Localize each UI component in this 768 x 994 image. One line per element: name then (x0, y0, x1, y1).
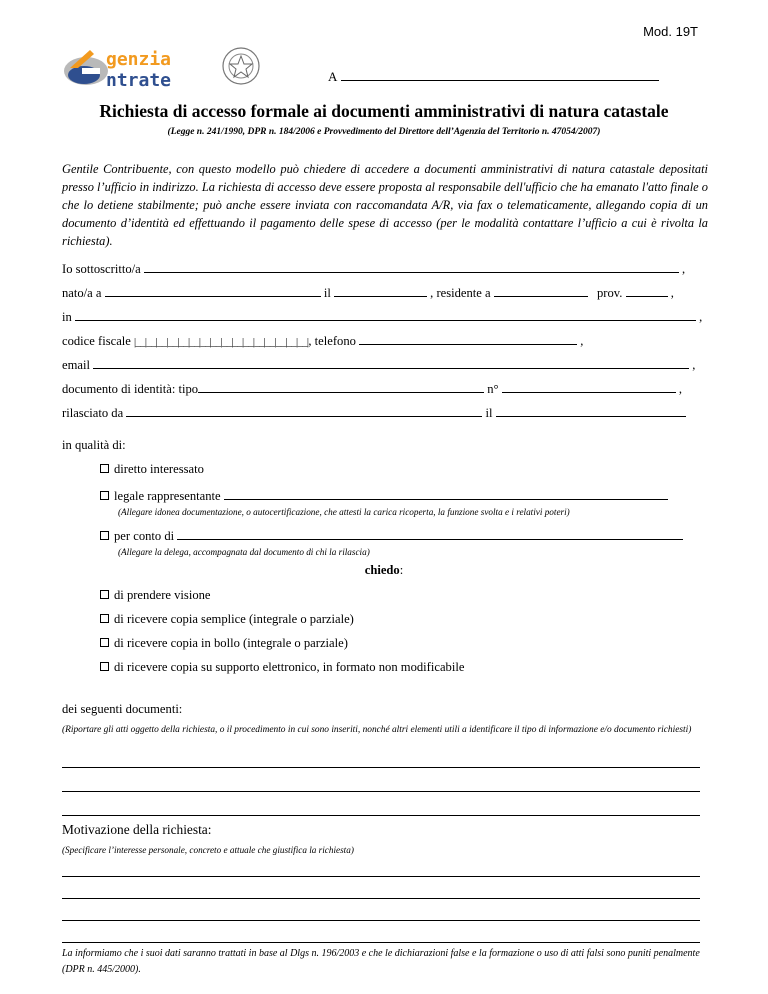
heading-motivazione: Motivazione della richiesta: (62, 822, 212, 837)
label-numero: n° (487, 382, 499, 396)
option-label: di prendere visione (114, 588, 211, 602)
option-prendere-visione[interactable] (100, 588, 211, 603)
option-copia-elettronica[interactable] (100, 660, 464, 675)
row-indirizzo (62, 309, 708, 325)
row-nascita (62, 285, 708, 301)
page-title: Richiesta di accesso formale ai documenti amministrativi di natura catastale (99, 101, 669, 121)
checkbox-icon[interactable] (100, 662, 109, 671)
chiedo-heading (0, 563, 768, 578)
heading-qualita: in qualità di: (62, 438, 126, 452)
note-motivazione: (Specificare l’interesse personale, concreto e attuale che giustifica la richiesta) (62, 845, 354, 855)
option-label: di ricevere copia su supporto elettronico, in formato non modificabile (114, 660, 465, 674)
input-nome[interactable] (144, 261, 679, 273)
input-documenti-line-3[interactable] (62, 815, 700, 816)
label-telefono: , telefono (308, 334, 356, 348)
option-label: legale rappresentante (114, 489, 221, 503)
label-residente: , residente a (430, 286, 491, 300)
input-motivazione-line-1[interactable] (62, 876, 700, 877)
label-sottoscritto: Io sottoscritto/a (62, 262, 141, 276)
option-per-conto-di[interactable] (100, 528, 683, 544)
intro-text: Gentile Contribuente, con questo modello può chiedere di accedere a documenti amministrativi di natura catastale depositati presso l’ufficio in indirizzo. La richiesta di accesso deve essere proposta al responsabile dell'ufficio che ha emanato l'atto finale o che lo detiene stabilmente; può anche essere inviata con raccomandata A/R, via fax o telematicamente, allegando copia di un documento d’identità ed effettuando il pagamento delle spese di accesso (per le modalità contattare l’ufficio a cui è rivolta la richiesta). (62, 162, 708, 248)
comma: , (670, 286, 674, 300)
input-numero-documento[interactable] (502, 381, 676, 393)
comma: , (692, 358, 696, 372)
emblem-icon (223, 48, 259, 84)
logo-text-bottom: ntrate (106, 70, 172, 91)
option-copia-semplice[interactable] (100, 612, 354, 627)
input-luogo-nascita[interactable] (105, 285, 321, 297)
row-rilascio (62, 405, 708, 421)
row-codice-fiscale (62, 333, 708, 349)
note-legale: (Allegare idonea documentazione, o autocertificazione, che attesti la carica ricoperta, la funzione svolta e i relativi poteri) (118, 507, 570, 517)
input-data-nascita[interactable] (334, 285, 427, 297)
input-motivazione-line-3[interactable] (62, 920, 700, 921)
privacy-footer: La informiamo che i suoi dati saranno trattati in base al Dlgs n. 196/2003 e che le dichiarazioni false e la formazione o uso di atti falsi sono puniti penalmente (DPR n. 445/2000). (62, 948, 700, 975)
row-sottoscritto (62, 261, 708, 277)
checkbox-icon[interactable] (100, 614, 109, 623)
input-data-rilascio[interactable] (496, 405, 686, 417)
comma: , (678, 382, 683, 396)
option-legale-rappresentante[interactable] (100, 488, 668, 504)
input-rilasciato-da[interactable] (126, 405, 482, 417)
input-residenza[interactable] (494, 285, 588, 297)
agenzia-entrate-logo (60, 44, 270, 94)
chiedo-label: chiedo (364, 563, 400, 577)
logo-graphic (60, 44, 270, 94)
addressee-line[interactable] (341, 68, 659, 81)
note-documenti: (Riportare gli atti oggetto della richiesta, o il procedimento in cui sono inseriti, nonché altri elementi utili a identificare il tipo di informazione e/o documento richiesti) (62, 725, 692, 735)
label-rilasciato-da: rilasciato da (62, 406, 124, 420)
comma: , (580, 334, 584, 348)
label-il-rilascio: il (485, 406, 493, 420)
heading-documenti: dei seguenti documenti: (62, 702, 183, 716)
addressee-prefix: A (328, 69, 338, 84)
label-email: email (62, 358, 90, 372)
checkbox-icon[interactable] (100, 638, 109, 647)
input-per-conto-di[interactable] (177, 528, 683, 540)
option-label: diretto interessato (114, 462, 204, 476)
checkbox-icon[interactable] (100, 590, 109, 599)
legal-reference: (Legge n. 241/1990, DPR n. 184/2006 e Provvedimento del Direttore dell’Agenzia del Territorio n. 47054/2007) (167, 127, 601, 137)
input-telefono[interactable] (359, 333, 577, 345)
comma: , (682, 262, 686, 276)
input-tipo-documento[interactable] (198, 381, 484, 393)
model-code: Mod. 19T (643, 24, 698, 39)
label-nato-a: nato/a a (62, 286, 102, 300)
input-indirizzo[interactable] (75, 309, 696, 321)
label-codice-fiscale: codice fiscale (62, 334, 131, 348)
label-documento: documento di identità: tipo (62, 382, 199, 396)
note-per-conto: (Allegare la delega, accompagnata dal documento di chi la rilascia) (118, 547, 370, 557)
input-codice-fiscale[interactable]: |__|__|__|__|__|__|__|__|__|__|__|__|__|__|__|__| (134, 337, 309, 348)
input-prov[interactable] (626, 285, 668, 297)
checkbox-icon[interactable] (100, 531, 109, 540)
option-label: di ricevere copia semplice (integrale o parziale) (114, 612, 354, 626)
comma: , (699, 310, 703, 324)
label-il: il (323, 286, 331, 300)
logo-text-top: genzia (106, 49, 172, 70)
input-motivazione-line-2[interactable] (62, 898, 700, 899)
option-diretto-interessato[interactable] (100, 462, 204, 477)
checkbox-icon[interactable] (100, 491, 109, 500)
input-motivazione-line-4[interactable] (62, 942, 700, 943)
option-label: per conto di (114, 529, 175, 543)
row-documento (62, 381, 708, 397)
option-copia-bollo[interactable] (100, 636, 348, 651)
input-legale-rappresentante[interactable] (224, 488, 668, 500)
option-label: di ricevere copia in bollo (integrale o parziale) (114, 636, 348, 650)
chiedo-colon: : (399, 563, 404, 577)
checkbox-icon[interactable] (100, 464, 109, 473)
input-documenti-line-2[interactable] (62, 791, 700, 792)
label-prov: prov. (596, 286, 623, 300)
label-in: in (62, 310, 72, 324)
row-email (62, 357, 708, 373)
input-documenti-line-1[interactable] (62, 767, 700, 768)
addressee-field[interactable] (328, 68, 659, 85)
input-email[interactable] (93, 357, 689, 369)
